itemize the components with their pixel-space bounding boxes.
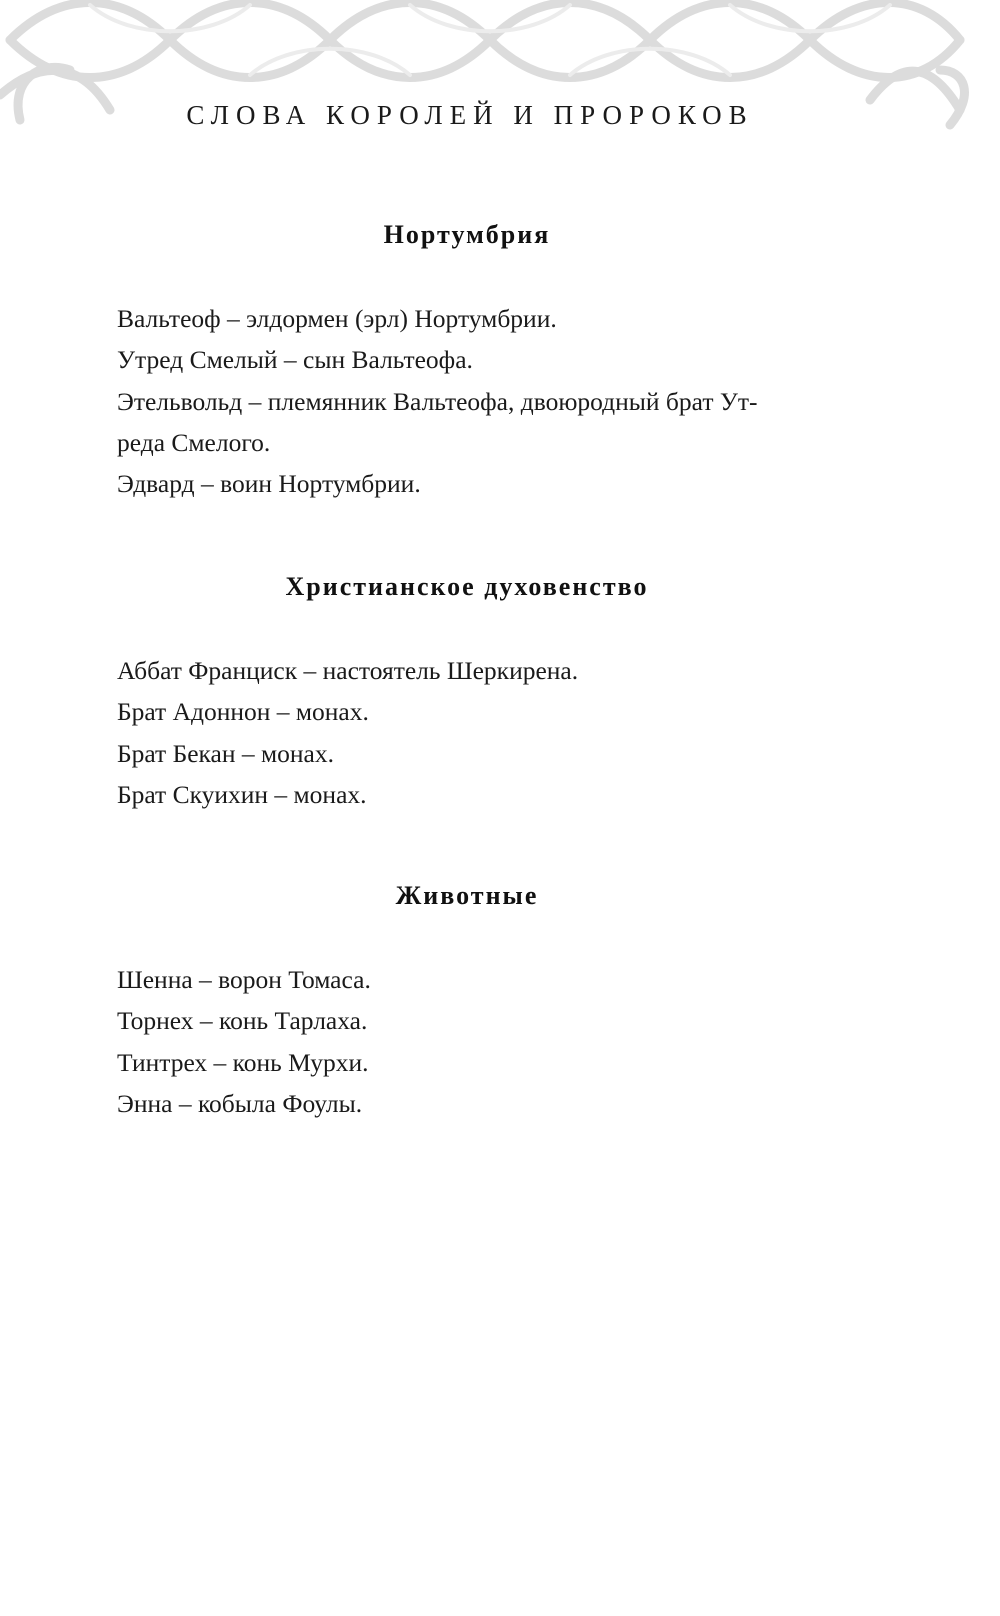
list-item: Вальтеоф – элдормен (эрл) Нортумбрии. bbox=[117, 304, 557, 333]
section-animals bbox=[117, 881, 837, 1124]
list-item: Шенна – ворон Томаса. bbox=[117, 965, 371, 994]
section-northumbria bbox=[117, 220, 837, 504]
entry-list bbox=[117, 650, 837, 815]
list-item: Торнех – конь Тарлаха. bbox=[117, 1006, 368, 1036]
list-item: Аббат Франциск – настоятель Шеркирена. bbox=[117, 656, 579, 685]
list-item: Этельвольд – племянник Вальтеофа, двоюродный брат Ут- bbox=[117, 386, 758, 416]
running-head: СЛОВА КОРОЛЕЙ И ПРОРОКОВ bbox=[186, 100, 754, 130]
list-item: реда Смелого. bbox=[117, 427, 271, 457]
entry-list bbox=[117, 959, 837, 1124]
section-title: Нортумбрия bbox=[383, 220, 551, 249]
section-title: Христианское духовенство bbox=[285, 572, 649, 601]
list-item: Эдвард – воин Нортумбрии. bbox=[117, 469, 421, 499]
entry-list bbox=[117, 298, 837, 504]
list-item: Брат Скуихин – монах. bbox=[117, 779, 367, 809]
section-title: Животные bbox=[395, 881, 539, 910]
list-item: Утред Смелый – сын Вальтеофа. bbox=[117, 345, 473, 375]
list-item: Тинтрех – конь Мурхи. bbox=[117, 1047, 369, 1077]
list-item: Брат Бекан – монах. bbox=[117, 738, 334, 768]
list-item: Брат Адоннон – монах. bbox=[117, 697, 369, 727]
list-item: Энна – кобыла Фоулы. bbox=[117, 1088, 363, 1118]
section-clergy bbox=[117, 572, 837, 815]
